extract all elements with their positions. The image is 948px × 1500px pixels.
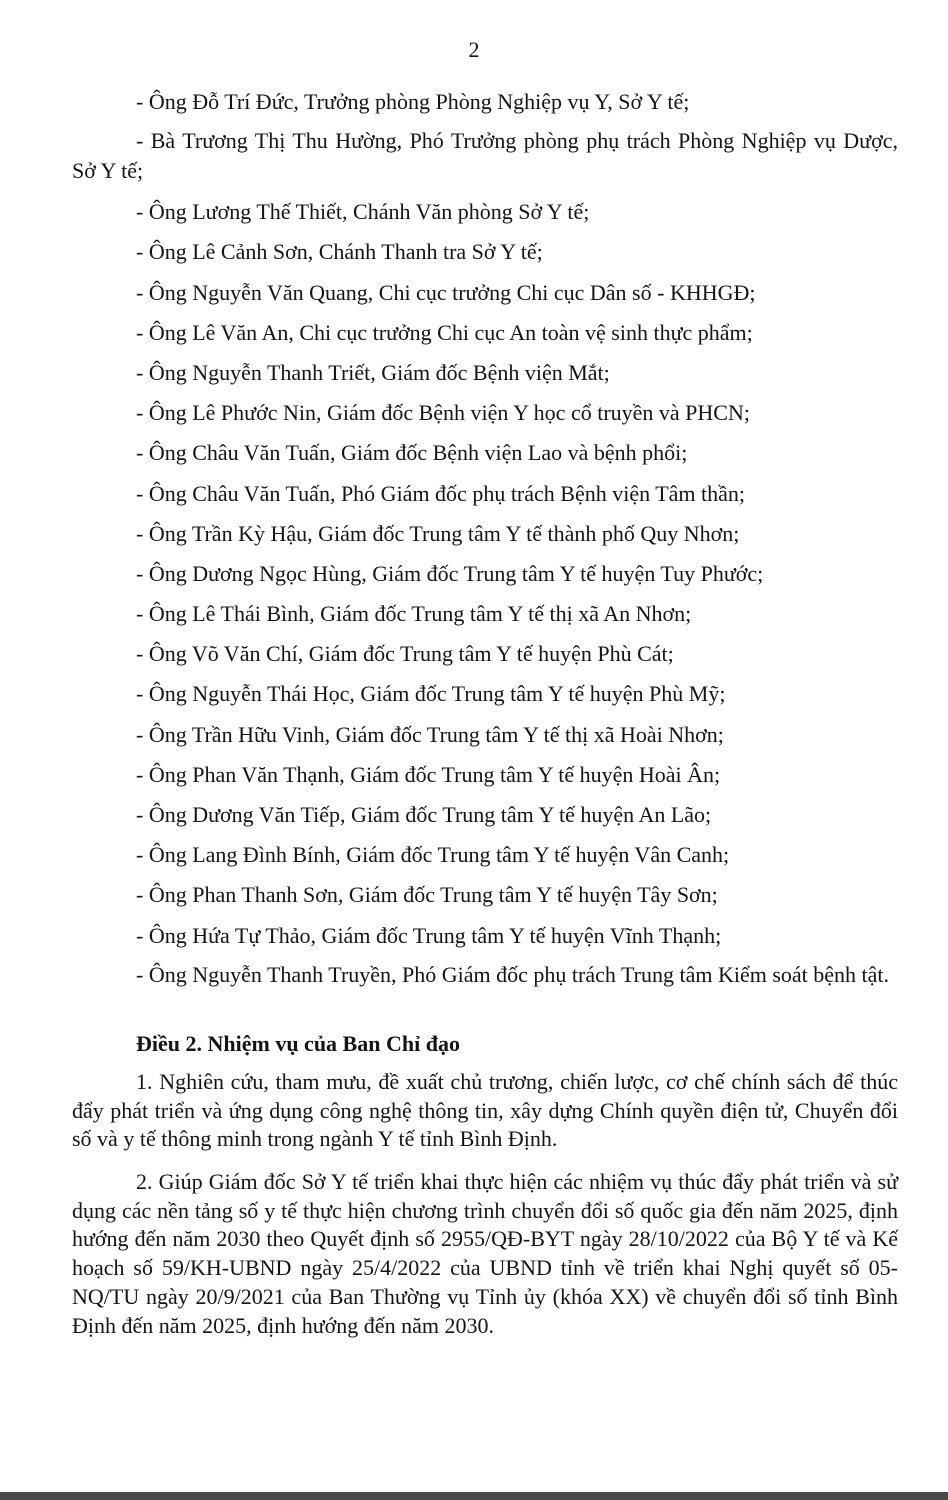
member-line: - Ông Phan Thanh Sơn, Giám đốc Trung tâm Y tế huyện Tây Sơn;: [136, 882, 718, 908]
member-line: - Ông Nguyễn Thái Học, Giám đốc Trung tâm Y tế huyện Phù Mỹ;: [136, 681, 726, 707]
member-line: - Ông Phan Văn Thạnh, Giám đốc Trung tâm Y tế huyện Hoài Ân;: [136, 761, 721, 787]
member-line: - Ông Châu Văn Tuấn, Phó Giám đốc phụ trách Bệnh viện Tâm thần;: [136, 480, 746, 506]
member-line: - Ông Nguyễn Thanh Truyền, Phó Giám đốc phụ trách Trung tâm Kiểm soát bệnh tật.: [136, 961, 890, 987]
member-line: - Ông Lê Cảnh Sơn, Chánh Thanh tra Sở Y tế;: [136, 239, 543, 265]
page-number: 2: [468, 37, 480, 62]
member-line: - Ông Nguyễn Thanh Triết, Giám đốc Bệnh viện Mắt;: [136, 359, 610, 385]
article-paragraph: 2. Giúp Giám đốc Sở Y tế triển khai thực hiện các nhiệm vụ thúc đẩy phát triển và sử dụng các nền tảng số y tế thực hiện chương trình chuyển đổi số quốc gia đến năm 2025, định hướng đến năm 2030 theo Quyết định số 2955/QĐ-BYT ngày 28/10/2022 của Bộ Y tế và Kế hoạch số 59/KH-UBND ngày 25/4/2022 của UBND tỉnh về triển khai Nghị quyết số 05-NQ/TU ngày 20/9/2021 của Ban Thường vụ Tỉnh ủy (khóa XX) về chuyển đổi số tỉnh Bình Định đến năm 2025, định hướng đến năm 2030.: [72, 1168, 898, 1338]
member-line: - Ông Nguyễn Văn Quang, Chi cục trưởng Chi cục Dân số - KHHGĐ;: [136, 279, 756, 305]
member-line: - Ông Hứa Tự Thảo, Giám đốc Trung tâm Y tế huyện Vĩnh Thạnh;: [136, 922, 722, 948]
member-line: - Ông Châu Văn Tuấn, Giám đốc Bệnh viện Lao và bệnh phổi;: [136, 440, 688, 466]
member-line: - Ông Võ Văn Chí, Giám đốc Trung tâm Y tế huyện Phù Cát;: [136, 641, 674, 667]
bottom-edge-bar: [0, 1492, 948, 1500]
member-line: - Ông Dương Văn Tiếp, Giám đốc Trung tâm Y tế huyện An Lão;: [136, 802, 712, 827]
article-heading: Điều 2. Nhiệm vụ của Ban Chỉ đạo: [136, 1030, 460, 1056]
member-line: - Ông Lương Thế Thiết, Chánh Văn phòng Sở Y tế;: [136, 199, 590, 225]
member-line: - Ông Lê Văn An, Chi cục trưởng Chi cục An toàn vệ sinh thực phẩm;: [136, 319, 753, 345]
member-line: - Ông Trần Kỳ Hậu, Giám đốc Trung tâm Y tế thành phố Quy Nhơn;: [136, 520, 740, 546]
member-line: - Ông Lê Phước Nin, Giám đốc Bệnh viện Y học cổ truyền và PHCN;: [136, 400, 750, 426]
member-line: - Ông Trần Hữu Vinh, Giám đốc Trung tâm Y tế thị xã Hoài Nhơn;: [136, 721, 724, 747]
article-paragraph: 1. Nghiên cứu, tham mưu, đề xuất chủ trương, chiến lược, cơ chế chính sách để thúc đẩy phát triển và ứng dụng công nghệ thông tin, xây dựng Chính quyền điện tử, Chuyển đổi số và y tế thông minh trong ngành Y tế tỉnh Bình Định.: [72, 1068, 898, 1152]
member-line: - Ông Dương Ngọc Hùng, Giám đốc Trung tâm Y tế huyện Tuy Phước;: [136, 560, 764, 586]
member-line: - Ông Đỗ Trí Đức, Trưởng phòng Phòng Nghiệp vụ Y, Sở Y tế;: [136, 89, 690, 114]
member-line: - Bà Trương Thị Thu Hường, Phó Trưởng phòng phụ trách Phòng Nghiệp vụ Dược, Sở Y tế;: [72, 128, 898, 184]
member-line: - Ông Lang Đình Bính, Giám đốc Trung tâm Y tế huyện Vân Canh;: [136, 842, 730, 868]
member-line: - Ông Lê Thái Bình, Giám đốc Trung tâm Y tế thị xã An Nhơn;: [136, 601, 692, 627]
document-body: [72, 86, 898, 1341]
